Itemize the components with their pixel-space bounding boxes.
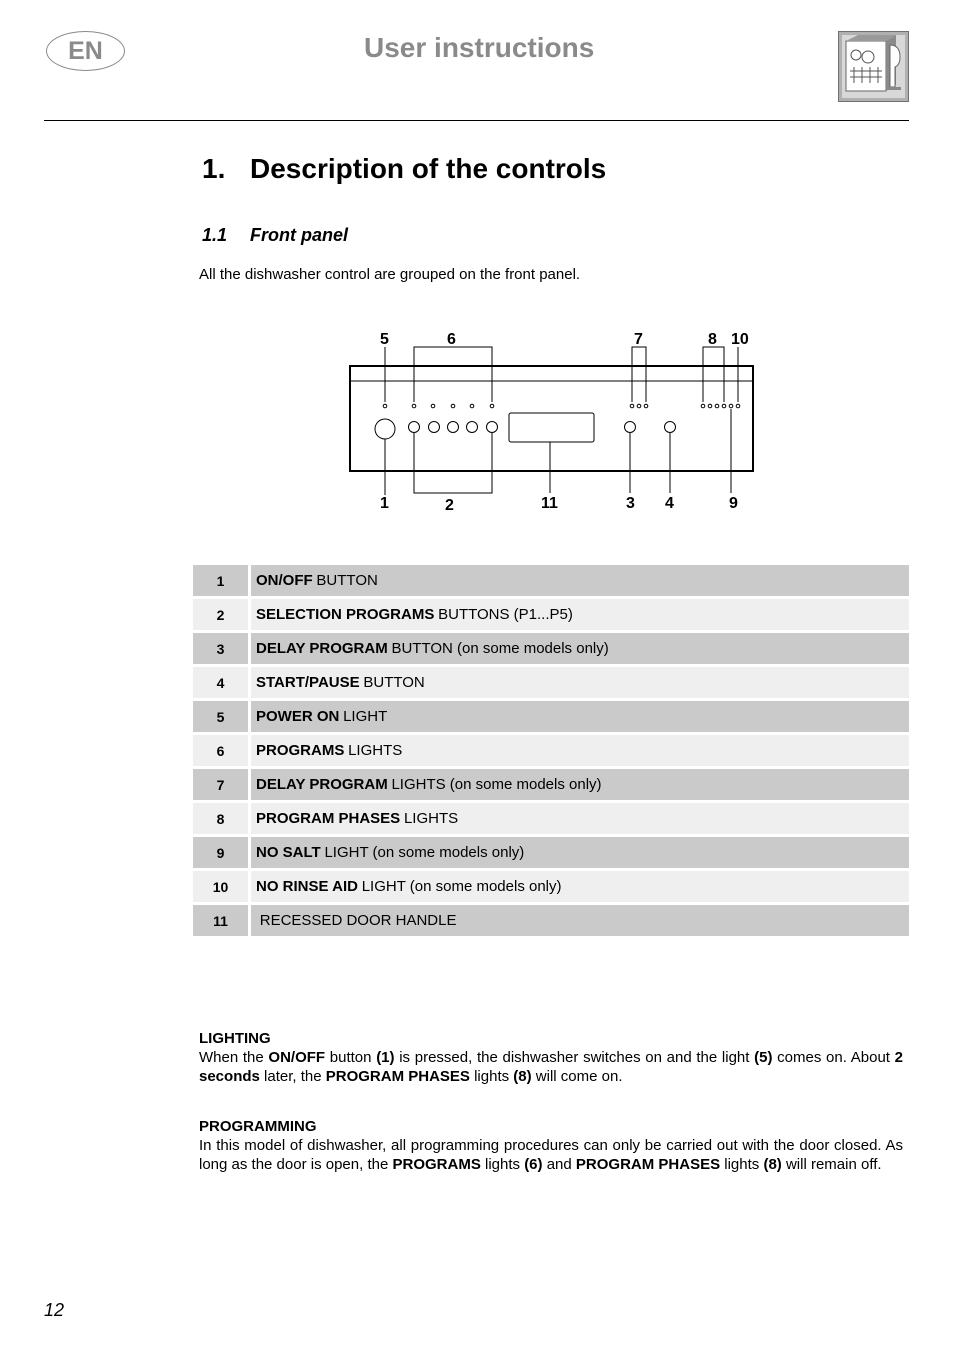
row-description: RECESSED DOOR HANDLE [251, 905, 909, 936]
programming-body: In this model of dishwasher, all programming procedures can only be carried out with the door closed. As long as the door is open, the PROGRAMS lights (6) and PROGRAM PHASES lights (8) will remain off. [199, 1137, 903, 1173]
row-number: 11 [193, 905, 248, 936]
table-row [193, 701, 909, 732]
row-number: 2 [193, 599, 248, 630]
row-number: 6 [193, 735, 248, 766]
dishwasher-icon [838, 31, 909, 102]
table-row [193, 905, 909, 936]
front-panel-diagram [340, 325, 770, 520]
table-row [193, 837, 909, 868]
callout-10: 10 [731, 331, 749, 348]
panel-outline [350, 366, 753, 471]
section-number: 1.1 [202, 225, 228, 245]
row-description: POWER ON LIGHT [251, 701, 909, 732]
row-description: START/PAUSE BUTTON [251, 667, 909, 698]
row-description: NO SALT LIGHT (on some models only) [251, 837, 909, 868]
row-description: DELAY PROGRAM LIGHTS (on some models only) [251, 769, 909, 800]
chapter-number: 1. [202, 153, 226, 184]
table-row [193, 803, 909, 834]
table-row [193, 565, 909, 596]
table-row [193, 667, 909, 698]
row-description: PROGRAM PHASES LIGHTS [251, 803, 909, 834]
row-description: ON/OFF BUTTON [251, 565, 909, 596]
row-description: SELECTION PROGRAMS BUTTONS (P1...P5) [251, 599, 909, 630]
callout-3: 3 [626, 495, 635, 512]
table-row [193, 735, 909, 766]
callout-7: 7 [634, 331, 643, 348]
row-description: PROGRAMS LIGHTS [251, 735, 909, 766]
chapter-title: Description of the controls [250, 153, 607, 184]
programming-paragraph [199, 1117, 903, 1174]
callout-9: 9 [729, 495, 738, 512]
on-off-button [375, 419, 395, 439]
callout-2: 2 [445, 497, 454, 514]
callout-1: 1 [380, 495, 389, 512]
row-description: DELAY PROGRAM BUTTON (on some models only) [251, 633, 909, 664]
table-row [193, 599, 909, 630]
section-heading [202, 225, 348, 246]
start-pause-button [665, 422, 676, 433]
controls-table [193, 565, 909, 939]
door-handle [509, 413, 594, 442]
header-rule [44, 120, 909, 121]
row-number: 1 [193, 565, 248, 596]
row-number: 7 [193, 769, 248, 800]
row-number: 4 [193, 667, 248, 698]
section-title: Front panel [250, 225, 348, 245]
callout-5: 5 [380, 331, 389, 348]
lighting-heading: LIGHTING [199, 1030, 271, 1047]
row-number: 8 [193, 803, 248, 834]
intro-text: All the dishwasher control are grouped on the front panel. [199, 266, 581, 283]
lighting-paragraph [199, 1029, 903, 1086]
row-description: NO RINSE AID LIGHT (on some models only) [251, 871, 909, 902]
row-number: 10 [193, 871, 248, 902]
header-title: User instructions [364, 32, 595, 63]
language-badge: EN [46, 31, 125, 71]
lighting-body: When the ON/OFF button (1) is pressed, the dishwasher switches on and the light (5) comes on. About 2 seconds later, the PROGRAM PHASES lights (8) will come on. [199, 1049, 903, 1085]
table-row [193, 769, 909, 800]
programming-heading: PROGRAMMING [199, 1118, 317, 1135]
callout-11: 11 [541, 495, 558, 512]
row-number: 3 [193, 633, 248, 664]
callout-6: 6 [447, 331, 456, 348]
callout-8: 8 [708, 331, 717, 348]
callout-4: 4 [665, 495, 674, 512]
table-row [193, 633, 909, 664]
table-row [193, 871, 909, 902]
page-number: 12 [44, 1300, 65, 1320]
power-on-light [383, 404, 387, 408]
row-number: 9 [193, 837, 248, 868]
delay-button [625, 422, 636, 433]
chapter-heading [202, 153, 606, 185]
row-number: 5 [193, 701, 248, 732]
